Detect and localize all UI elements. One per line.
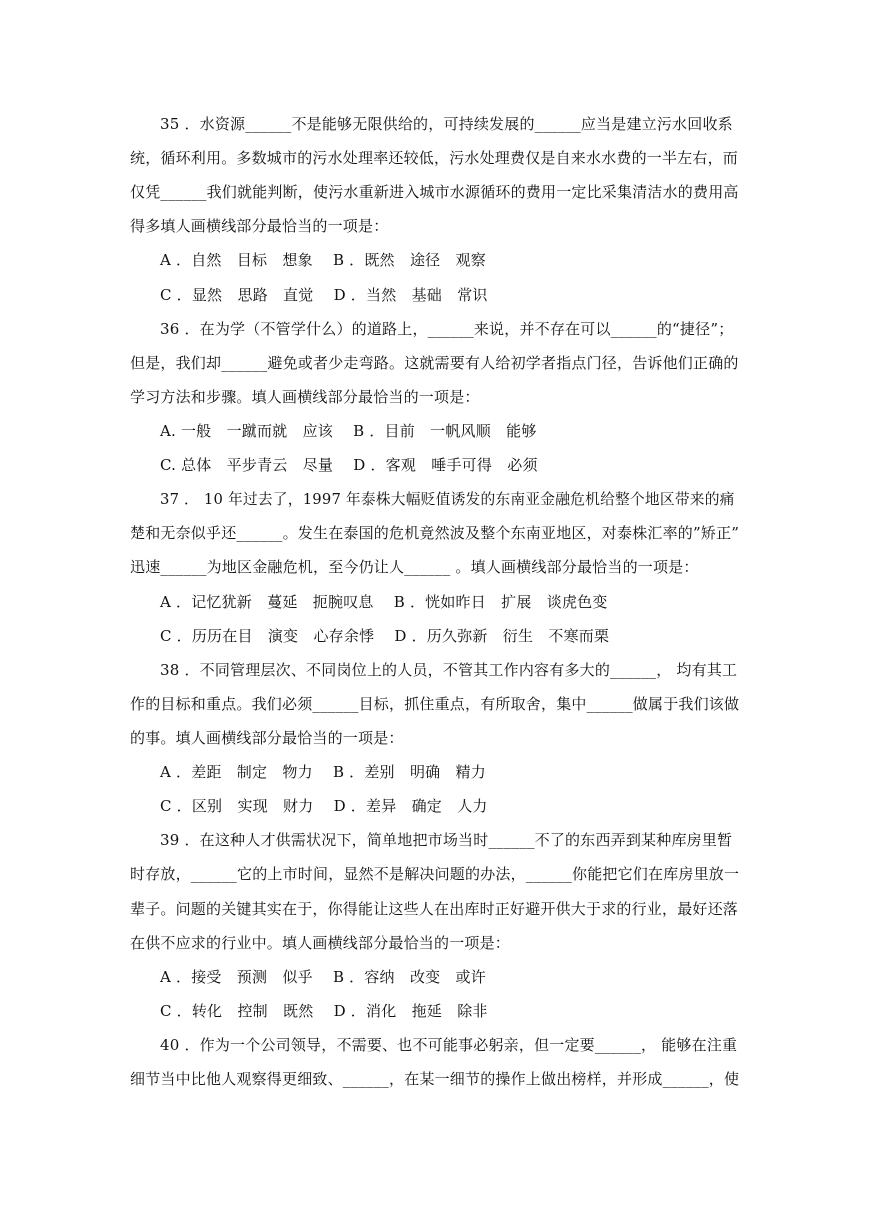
q40-line-2: 细节当中比他人观察得更细致、______，在某一细节的操作上做出榜样，并形成______，使 — [130, 1070, 740, 1088]
q38-line-1: 38 ．不同管理层次、不同岗位上的人员，不管其工作内容有多大的______， 均有其工 — [160, 661, 738, 679]
q35-line-3: 仅凭______我们就能判断，使污水重新进入城市水源循环的费用一定比采集清洁水的费用高 — [130, 183, 739, 201]
q39-line-3: 辈子。问题的关键其实在于，你得能让这些人在出库时正好避开供大于求的行业，最好还落 — [130, 900, 739, 918]
q35-line-4: 得多填人画横线部分最恰当的一项是： — [130, 217, 389, 235]
q39-options-ab: A ．接受 预测 似乎 B ．容纳 改变 或许 — [160, 968, 486, 986]
q39-line-2: 时存放，______它的上市时间，显然不是解决问题的办法，______你能把它们在库房里放一 — [130, 865, 740, 883]
q35-options-ab: A ．自然 目标 想象 B ．既然 途径 观察 — [160, 251, 486, 269]
q36-options-cd: C. 总体 平步青云 尽量 D ．客观 唾手可得 必须 — [160, 456, 538, 474]
q37-options-ab: A ．记忆犹新 蔓延 扼腕叹息 B ．恍如昨日 扩展 谈虎色变 — [160, 593, 608, 611]
q38-options-ab: A ．差距 制定 物力 B ．差别 明确 精力 — [160, 763, 486, 781]
q37-line-2: 楚和无奈似乎还______。发生在泰国的危机竟然波及整个东南亚地区，对泰株汇率的”矫正” — [130, 524, 740, 542]
q39-line-4: 在供不应求的行业中。填人画横线部分最恰当的一项是： — [130, 934, 511, 952]
q37-line-3: 迅速______为地区金融危机，至今仍让人______ 。填人画横线部分最恰当的一项是： — [130, 558, 699, 576]
q38-options-cd: C ．区别 实现 财力 D ．差异 确定 人力 — [160, 797, 488, 815]
q38-line-2: 作的目标和重点。我们必须______目标，抓住重点，有所取舍，集中______做属于我们该做 — [130, 695, 740, 713]
q35-line-1: 35 ．水资源______不是能够无限供给的，可持续发展的______应当是建立污水回收系 — [160, 115, 733, 133]
q37-line-1: 37 ． 10 年过去了，1997 年泰株大幅贬值诱发的东南亚金融危机给整个地区带来的痛 — [160, 491, 735, 508]
q37-options-cd: C ．历历在目 演变 心存余悸 D ．历久弥新 衍生 不寒而栗 — [160, 627, 610, 645]
q40-line-1: 40 ．作为一个公司领导，不需要、也不可能事必躬亲，但一定要______， 能够在注重 — [160, 1036, 738, 1054]
q39-options-cd: C ．转化 控制 既然 D ．消化 拖延 除非 — [160, 1002, 488, 1020]
q36-line-1: 36 ．在为学（不管学什么）的道路上，______来说，并不存在可以______的“捷径”； — [160, 320, 734, 338]
q35-options-cd: C ．显然 思路 直觉 D ．当然 基础 常识 — [160, 286, 488, 304]
q35-line-2: 统，循环利用。多数城市的污水处理率还较低，污水处理费仅是自来水水费的一半左右，而 — [130, 149, 739, 167]
q36-line-2: 但是，我们却______避免或者少走弯路。这就需要有人给初学者指点门径，告诉他们正确的 — [130, 354, 739, 372]
q38-line-3: 的事。填人画横线部分最恰当的一项是： — [130, 729, 404, 747]
q36-options-ab: A. 一般 一蹴而就 应该 B ．目前 一帆风顺 能够 — [160, 422, 537, 440]
q36-line-3: 学习方法和步骤。填人画横线部分最恰当的一项是： — [130, 388, 480, 406]
q39-line-1: 39 ．在这种人才供需状况下，简单地把市场当时______不了的东西弄到某种库房里暂 — [160, 831, 733, 849]
